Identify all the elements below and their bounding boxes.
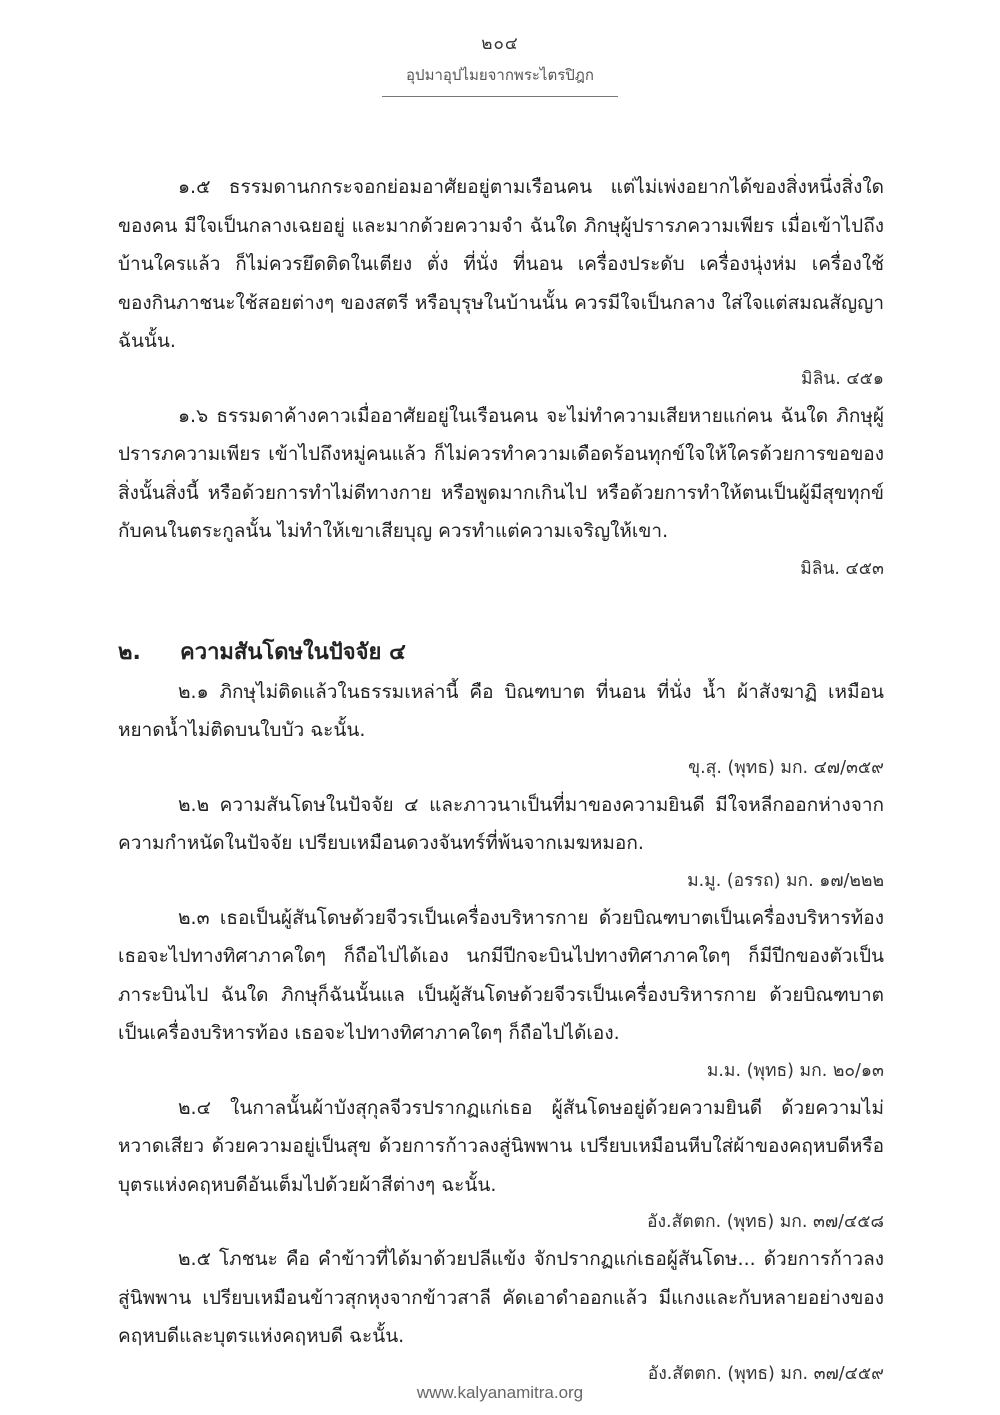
reference-1-5: มิลิน. ๔๕๑	[801, 368, 884, 389]
section-heading	[118, 633, 884, 673]
paragraph-2-5: ๒.๕ โภชนะ คือ คำข้าวที่ได้มาด้วยปลีแข้ง จักปรากฏแก่เธอผู้สันโดษ... ด้วยการก้าวลงสู่นิพพาน เปรียบเหมือนข้าวสุกหุงจากข้าวสาลี คัดเอาดำออกแล้ว มีแกงและกับหลายอย่างของคฤหบดีและบุตรแห่งคฤหบดี ฉะนั้น.	[118, 1248, 884, 1347]
reference-2-3: ม.ม. (พุทธ) มก. ๒๐/๑๓	[706, 1060, 884, 1081]
section-number: ๒.	[118, 639, 141, 665]
footer-url: www.kalyanamitra.org	[416, 1383, 584, 1402]
header-divider	[382, 96, 618, 97]
page-number: ๒๐๔	[481, 34, 519, 54]
reference-2-1: ขุ.สุ. (พุทธ) มก. ๔๗/๓๕๙	[688, 757, 884, 778]
page-header	[0, 30, 1000, 97]
paragraph-2-3: ๒.๓ เธอเป็นผู้สันโดษด้วยจีวรเป็นเครื่องบริหารกาย ด้วยบิณฑบาตเป็นเครื่องบริหารท้อง เธอจะไปทางทิศาภาคใดๆ ก็ถือไปได้เอง นกมีปีกจะบินไปทางทิศาภาคใดๆ ก็มีปีกของตัวเป็นภาระบินไป ฉันใด ภิกษุก็ฉันนั้นแล เป็นผู้สันโดษด้วยจีวรเป็นเครื่องบริหารกาย ด้วยบิณฑบาตเป็นเครื่องบริหารท้อง เธอจะไปทางทิศาภาคใดๆ ก็ถือไปได้เอง.	[118, 906, 884, 1044]
paragraph-2-1: ๒.๑ ภิกษุไม่ติดแล้วในธรรมเหล่านี้ คือ บิณฑบาต ที่นอน ที่นั่ง น้ำ ผ้าสังฆาฏิ เหมือนหยาดน้ำไม่ติดบนใบบัว ฉะนั้น.	[118, 680, 884, 741]
paragraph-2-4: ๒.๔ ในกาลนั้นผ้าบังสุกุลจีวรปรากฏแก่เธอ ผู้สันโดษอยู่ด้วยความยินดี ด้วยความไม่หวาดเสียว ด้วยความอยู่เป็นสุข ด้วยการก้าวลงสู่นิพพาน เปรียบเหมือนหีบใส่ผ้าของคฤหบดีหรือบุตรแห่งคฤหบดีอันเต็มไปด้วยผ้าสีต่างๆ ฉะนั้น.	[118, 1096, 884, 1196]
reference-2-2: ม.มู. (อรรถ) มก. ๑๗/๒๒๒	[687, 870, 884, 891]
section-title: ความสันโดษในปัจจัย ๔	[180, 639, 406, 665]
reference-2-5: อัง.สัตตก. (พุทธ) มก. ๓๗/๔๕๙	[647, 1363, 884, 1384]
reference-2-4: อัง.สัตตก. (พุทธ) มก. ๓๗/๔๕๘	[647, 1212, 884, 1232]
paragraph-1-6: ๑.๖ ธรรมดาค้างคาวเมื่ออาศัยอยู่ในเรือนคน จะไม่ทำความเสียหายแก่คน ฉันใด ภิกษุผู้ปรารภความเพียร เข้าไปถึงหมู่คนแล้ว ก็ไม่ควรทำความเดือดร้อนทุกข์ใจให้ใครด้วยการขอของสิ่งนั้นสิ่งนี้ หรือด้วยการทำไม่ดีทางกาย หรือพูดมากเกินไป หรือด้วยการทำให้ตนเป็นผู้มีสุขทุกข์กับคนในตระกูลนั้น ไม่ทำให้เขาเสียบุญ ควรทำแต่ความเจริญให้เขา.	[118, 404, 884, 542]
paragraph-1-5: ๑.๕ ธรรมดานกกระจอกย่อมอาศัยอยู่ตามเรือนคน แต่ไม่เพ่งอยากได้ของสิ่งหนึ่งสิ่งใดของคน มีใจเป็นกลางเฉยอยู่ และมากด้วยความจำ ฉันใด ภิกษุผู้ปรารภความเพียร เมื่อเข้าไปถึงบ้านใครแล้ว ก็ไม่ควรยึดติดในเตียง ตั่ง ที่นั่ง ที่นอน เครื่องประดับ เครื่องนุ่งห่ม เครื่องใช้ ของกินภาชนะใช้สอยต่างๆ ของสตรี หรือบุรุษในบ้านนั้น ควรมีใจเป็นกลาง ใส่ใจแต่สมณสัญญา ฉันนั้น.	[118, 176, 884, 352]
paragraph-2-2: ๒.๒ ความสันโดษในปัจจัย ๔ และภาวนาเป็นที่มาของความยินดี มีใจหลีกออกห่างจากความกำหนัดในปัจจัย เปรียบเหมือนดวงจันทร์ที่พ้นจากเมฆหมอก.	[118, 793, 884, 854]
book-title: อุปมาอุปไมยจากพระไตรปิฎก	[406, 66, 594, 84]
reference-1-6: มิลิน. ๔๕๓	[800, 558, 884, 579]
page-body	[118, 168, 884, 1392]
